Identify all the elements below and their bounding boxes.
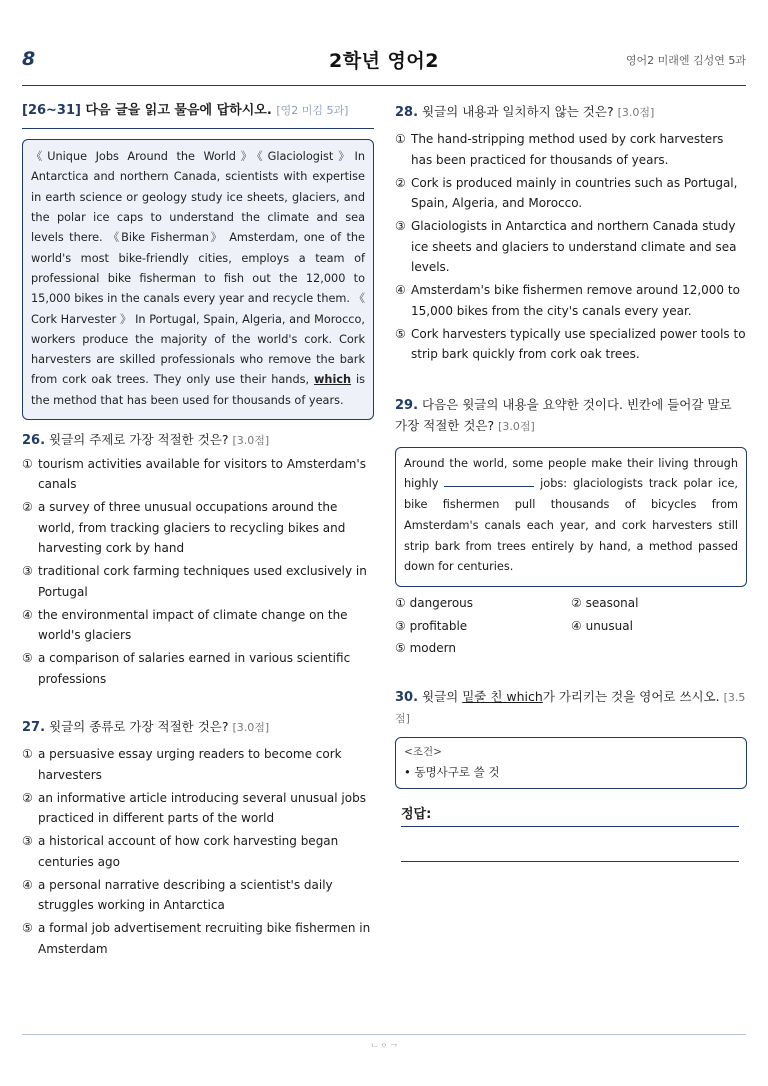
question-30-text-after: 가 가리키는 것을 영어로 쓰시오. xyxy=(542,688,720,704)
summary-text-after: jobs: glaciologists track polar ice, bike fishermen pull thousands of bicycles from Amsterdam's canals each year, and cork harvesters still strip bark from trees entirely by hand, a method passed down for centuries. xyxy=(404,477,738,574)
option-text: Amsterdam's bike fishermen remove around 12,000 to 15,000 bikes from the city's canals every year. xyxy=(411,283,740,318)
option-mark: ④ xyxy=(22,607,33,622)
q29-option-2[interactable] xyxy=(571,593,747,614)
answer-line-2[interactable] xyxy=(401,861,739,862)
question-30-title xyxy=(395,687,747,729)
option-text: the environmental impact of climate change on the world's glaciers xyxy=(38,607,348,643)
option-text: profitable xyxy=(409,618,468,633)
q27-option-2[interactable] xyxy=(22,788,374,829)
left-column xyxy=(22,102,374,959)
q29-option-4[interactable] xyxy=(571,616,747,637)
q27-option-4[interactable] xyxy=(22,875,374,916)
condition-item: • 동명사구로 쓸 것 xyxy=(404,764,500,779)
q26-option-5[interactable] xyxy=(22,648,374,689)
page-header xyxy=(22,44,746,86)
footer-page-mark: ᄂᄋᄀ xyxy=(369,1044,399,1055)
question-29-points: [3.0점] xyxy=(498,419,535,433)
passage-text-before: 《Unique Jobs Around the World》《Glaciologist》In Antarctica and northern Canada, scientists with expertise in earth science or geology study ice sheets, glaciers, and the polar ice caps to understand the climate and sea levels there. 《Bike Fisherman》 Amsterdam, one of the world's most bike-friendly cities, employs a team of professional bike fisherman to fish out the 12,000 to 15,000 bikes in the canals every year and recycle them. 《 Cork Harvester 》 In Portugal, Spain, Algeria, and Morocco, workers produce the majority of the world's cork. Cork harvesters are skilled professionals who remove the bark from cork oak trees. They only use their hands, xyxy=(31,150,365,387)
answer-line-1[interactable] xyxy=(401,826,739,827)
q26-option-1[interactable] xyxy=(22,454,374,495)
summary-text-before: Around the world, some people make their living through highly xyxy=(404,456,738,491)
passage-underlined-word: which xyxy=(313,373,352,387)
option-text: dangerous xyxy=(409,596,474,611)
option-text: a personal narrative describing a scientist's daily struggles working in Antarctica xyxy=(38,877,333,913)
q29-option-3[interactable] xyxy=(395,616,571,637)
q29-option-5[interactable] xyxy=(395,638,571,659)
option-mark: ⑤ xyxy=(22,921,33,936)
question-range: [26~31] xyxy=(22,103,81,118)
answer-label: 정답: xyxy=(401,806,432,822)
q28-option-4[interactable] xyxy=(395,280,747,321)
footer-divider xyxy=(22,1034,746,1035)
q26-option-4[interactable] xyxy=(22,605,374,646)
option-text: seasonal xyxy=(585,596,639,611)
option-text: tourism activities available for visitors to Amsterdam's canals xyxy=(38,456,366,492)
option-text: unusual xyxy=(585,618,633,633)
page-title: 2학년 영어2 xyxy=(329,50,439,72)
question-29-number: 29. xyxy=(395,397,419,413)
option-text: Cork is produced mainly in countries such as Portugal, Spain, Algeria, and Morocco. xyxy=(411,175,738,210)
option-text: Glaciologists in Antarctica and northern Canada study ice sheets and glaciers to understand climate and sea levels. xyxy=(411,219,737,274)
option-mark: ② xyxy=(571,596,582,611)
q26-option-3[interactable] xyxy=(22,561,374,602)
option-text: Cork harvesters typically use specialized power tools to strip bark quickly from cork oak trees. xyxy=(411,326,746,361)
question-29-title xyxy=(395,395,747,437)
q28-option-1[interactable] xyxy=(395,129,747,170)
reading-passage xyxy=(22,139,374,420)
question-26-text: 윗글의 주제로 가장 적절한 것은? xyxy=(49,432,229,448)
question-28-number: 28. xyxy=(395,105,419,120)
option-mark: ③ xyxy=(22,834,33,849)
q28-option-5[interactable] xyxy=(395,324,747,365)
question-30-text-before: 윗글의 xyxy=(422,688,463,704)
summary-blank xyxy=(444,475,534,487)
option-text: a formal job advertisement recruiting bike fishermen in Amsterdam xyxy=(38,921,371,956)
question-27-title xyxy=(22,717,374,738)
condition-title: <조건> xyxy=(404,745,442,758)
q27-option-3[interactable] xyxy=(22,831,374,872)
option-mark: ⑤ xyxy=(22,651,33,666)
option-text: a comparison of salaries earned in various scientific professions xyxy=(38,651,351,686)
question-28-title xyxy=(395,102,747,123)
question-28 xyxy=(395,102,747,365)
option-mark: ④ xyxy=(571,618,582,633)
question-30 xyxy=(395,687,747,862)
question-27-number: 27. xyxy=(22,720,46,736)
question-27 xyxy=(22,717,374,959)
option-text: The hand-stripping method used by cork harvesters has been practiced for thousands of years. xyxy=(411,132,724,167)
option-text: a historical account of how cork harvesting began centuries ago xyxy=(38,834,339,869)
option-mark: ④ xyxy=(22,877,33,892)
question-26-title xyxy=(22,430,374,451)
header-subtitle: 영어2 미래엔 김성연 5과 xyxy=(625,54,746,67)
q28-option-2[interactable] xyxy=(395,173,747,214)
option-mark: ① xyxy=(395,132,406,146)
option-text: traditional cork farming techniques used exclusively in Portugal xyxy=(38,564,367,599)
q27-option-1[interactable] xyxy=(22,744,374,785)
q28-option-3[interactable] xyxy=(395,216,747,278)
right-column xyxy=(395,102,747,862)
passage-text-after: is the method that has been used for thousands of years. xyxy=(31,373,365,407)
question-30-points: [3.5점] xyxy=(395,690,746,725)
option-text: an informative article introducing several unusual jobs practiced in different parts of the world xyxy=(38,790,366,826)
option-text: a survey of three unusual occupations around the world, from tracking glaciers to recycling bikes and harvesting cork by hand xyxy=(38,500,346,556)
option-mark: ② xyxy=(22,790,33,805)
section-source: [영2 미김 5과] xyxy=(276,104,349,117)
question-30-number: 30. xyxy=(395,689,419,705)
option-mark: ① xyxy=(395,596,406,611)
summary-box xyxy=(395,447,747,588)
question-26-number: 26. xyxy=(22,433,46,449)
condition-box xyxy=(395,737,747,789)
option-text: modern xyxy=(409,641,456,656)
question-28-points: [3.0점] xyxy=(617,106,655,119)
option-mark: ⑤ xyxy=(395,326,406,341)
option-mark: ③ xyxy=(22,564,33,579)
page-number: 8 xyxy=(22,48,36,70)
option-text: a persuasive essay urging readers to become cork harvesters xyxy=(38,747,342,782)
question-30-underlined: 밑줄 친 which xyxy=(462,688,543,704)
section-instruction: 다음 글을 읽고 물음에 답하시오. xyxy=(85,103,272,118)
option-mark: ③ xyxy=(395,219,406,233)
option-mark: ② xyxy=(395,175,406,190)
question-28-text: 윗글의 내용과 일치하지 않는 것은? xyxy=(422,104,614,119)
question-29 xyxy=(395,395,747,659)
q26-option-2[interactable] xyxy=(22,497,374,559)
question-29-text: 다음은 윗글의 내용을 요약한 것이다. 빈칸에 들어갈 말로 가장 적절한 것은? xyxy=(395,396,732,433)
question-27-points: [3.0점] xyxy=(232,721,270,735)
option-mark: ⑤ xyxy=(395,641,406,656)
option-mark: ① xyxy=(22,747,33,762)
section-heading xyxy=(22,102,374,129)
question-26-points: [3.0점] xyxy=(232,434,270,448)
q29-options xyxy=(395,593,747,659)
q27-option-5[interactable] xyxy=(22,918,374,959)
option-mark: ② xyxy=(22,500,33,515)
question-27-text: 윗글의 종류로 가장 적절한 것은? xyxy=(49,719,229,735)
option-mark: ① xyxy=(22,456,33,471)
question-26 xyxy=(22,430,374,689)
option-mark: ④ xyxy=(395,283,406,297)
q29-option-1[interactable] xyxy=(395,593,571,614)
option-mark: ③ xyxy=(395,618,406,633)
